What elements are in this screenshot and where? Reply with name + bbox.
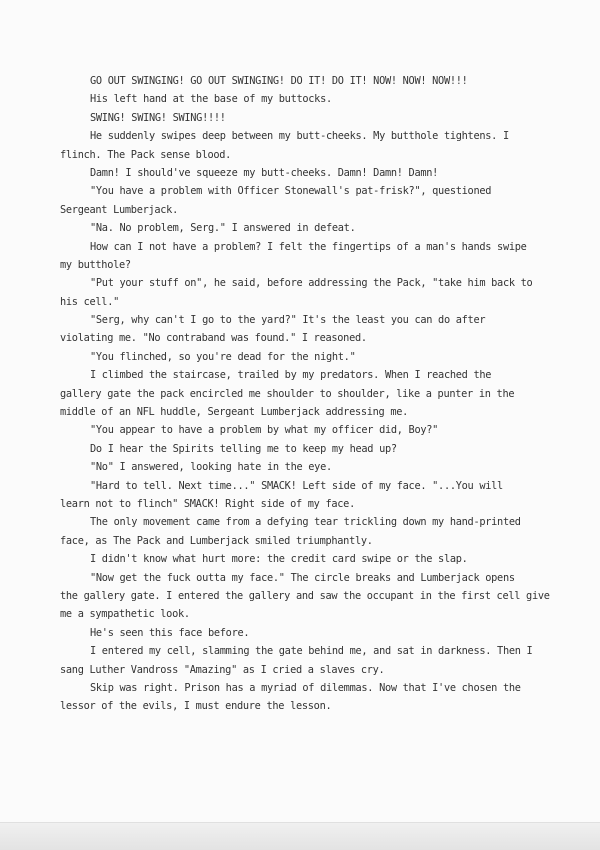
text-line: "Now get the fuck outta my face." The circle breaks and Lumberjack opens bbox=[90, 571, 515, 584]
text-line: flinch. The Pack sense blood. bbox=[60, 148, 232, 161]
text-line: "You have a problem with Officer Stonewall's pat-frisk?", questioned bbox=[90, 185, 492, 198]
text-line: I climbed the staircase, trailed by my predators. When I reached the bbox=[90, 369, 492, 382]
text-line: GO OUT SWINGING! GO OUT SWINGING! DO IT! DO IT! NOW! NOW! NOW!!! bbox=[90, 75, 468, 87]
text-line: sang Luther Vandross "Amazing" as I cried a slaves cry. bbox=[60, 663, 385, 676]
text-line: "Serg, why can't I go to the yard?" It's the least you can do after bbox=[90, 314, 486, 327]
text-line: face, as The Pack and Lumberjack smiled triumphantly. bbox=[60, 534, 373, 547]
text-line: learn not to flinch" SMACK! Right side of my face. bbox=[60, 497, 355, 510]
text-line: Damn! I should've squeeze my butt-cheeks. Damn! Damn! Damn! bbox=[90, 166, 439, 179]
text-line: He suddenly swipes deep between my butt-cheeks. My butthole tightens. I bbox=[90, 130, 509, 143]
text-line: the gallery gate. I entered the gallery and saw the occupant in the first cell give bbox=[60, 589, 550, 602]
text-line: SWING! SWING! SWING!!!! bbox=[90, 111, 226, 124]
text-line: His left hand at the base of my buttocks. bbox=[90, 93, 332, 106]
text-line: Skip was right. Prison has a myriad of dilemmas. Now that I've chosen the bbox=[90, 681, 521, 694]
text-line: my butthole? bbox=[60, 258, 131, 271]
text-line: Sergeant Lumberjack. bbox=[60, 203, 178, 216]
text-line: "You appear to have a problem by what my officer did, Boy?" bbox=[90, 424, 439, 437]
typed-text-block bbox=[60, 72, 560, 716]
text-line: gallery gate the pack encircled me shoulder to shoulder, like a punter in the bbox=[60, 387, 515, 400]
text-line: He's seen this face before. bbox=[90, 626, 250, 639]
text-line: his cell." bbox=[60, 295, 119, 308]
text-line: How can I not have a problem? I felt the fingertips of a man's hands swipe bbox=[90, 240, 527, 253]
text-line: lessor of the evils, I must endure the lesson. bbox=[60, 700, 332, 713]
text-line: "Na. No problem, Serg." I answered in defeat. bbox=[90, 222, 356, 235]
text-line: Do I hear the Spirits telling me to keep my head up? bbox=[90, 442, 397, 455]
text-line: "Hard to tell. Next time..." SMACK! Left side of my face. "...You will bbox=[90, 479, 503, 492]
text-line: "Put your stuff on", he said, before addressing the Pack, "take him back to bbox=[90, 277, 533, 290]
text-line: "You flinched, so you're dead for the night." bbox=[90, 350, 356, 363]
text-line: I entered my cell, slamming the gate behind me, and sat in darkness. Then I bbox=[90, 645, 533, 658]
text-line: violating me. "No contraband was found." I reasoned. bbox=[60, 332, 367, 345]
text-line: I didn't know what hurt more: the credit card swipe or the slap. bbox=[90, 553, 468, 566]
text-line: me a sympathetic look. bbox=[60, 608, 190, 621]
text-line: The only movement came from a defying tear trickling down my hand-printed bbox=[90, 516, 521, 529]
text-line: "No" I answered, looking hate in the eye. bbox=[90, 461, 332, 474]
text-line: middle of an NFL huddle, Sergeant Lumberjack addressing me. bbox=[60, 406, 409, 419]
page-bottom-edge bbox=[0, 822, 600, 850]
